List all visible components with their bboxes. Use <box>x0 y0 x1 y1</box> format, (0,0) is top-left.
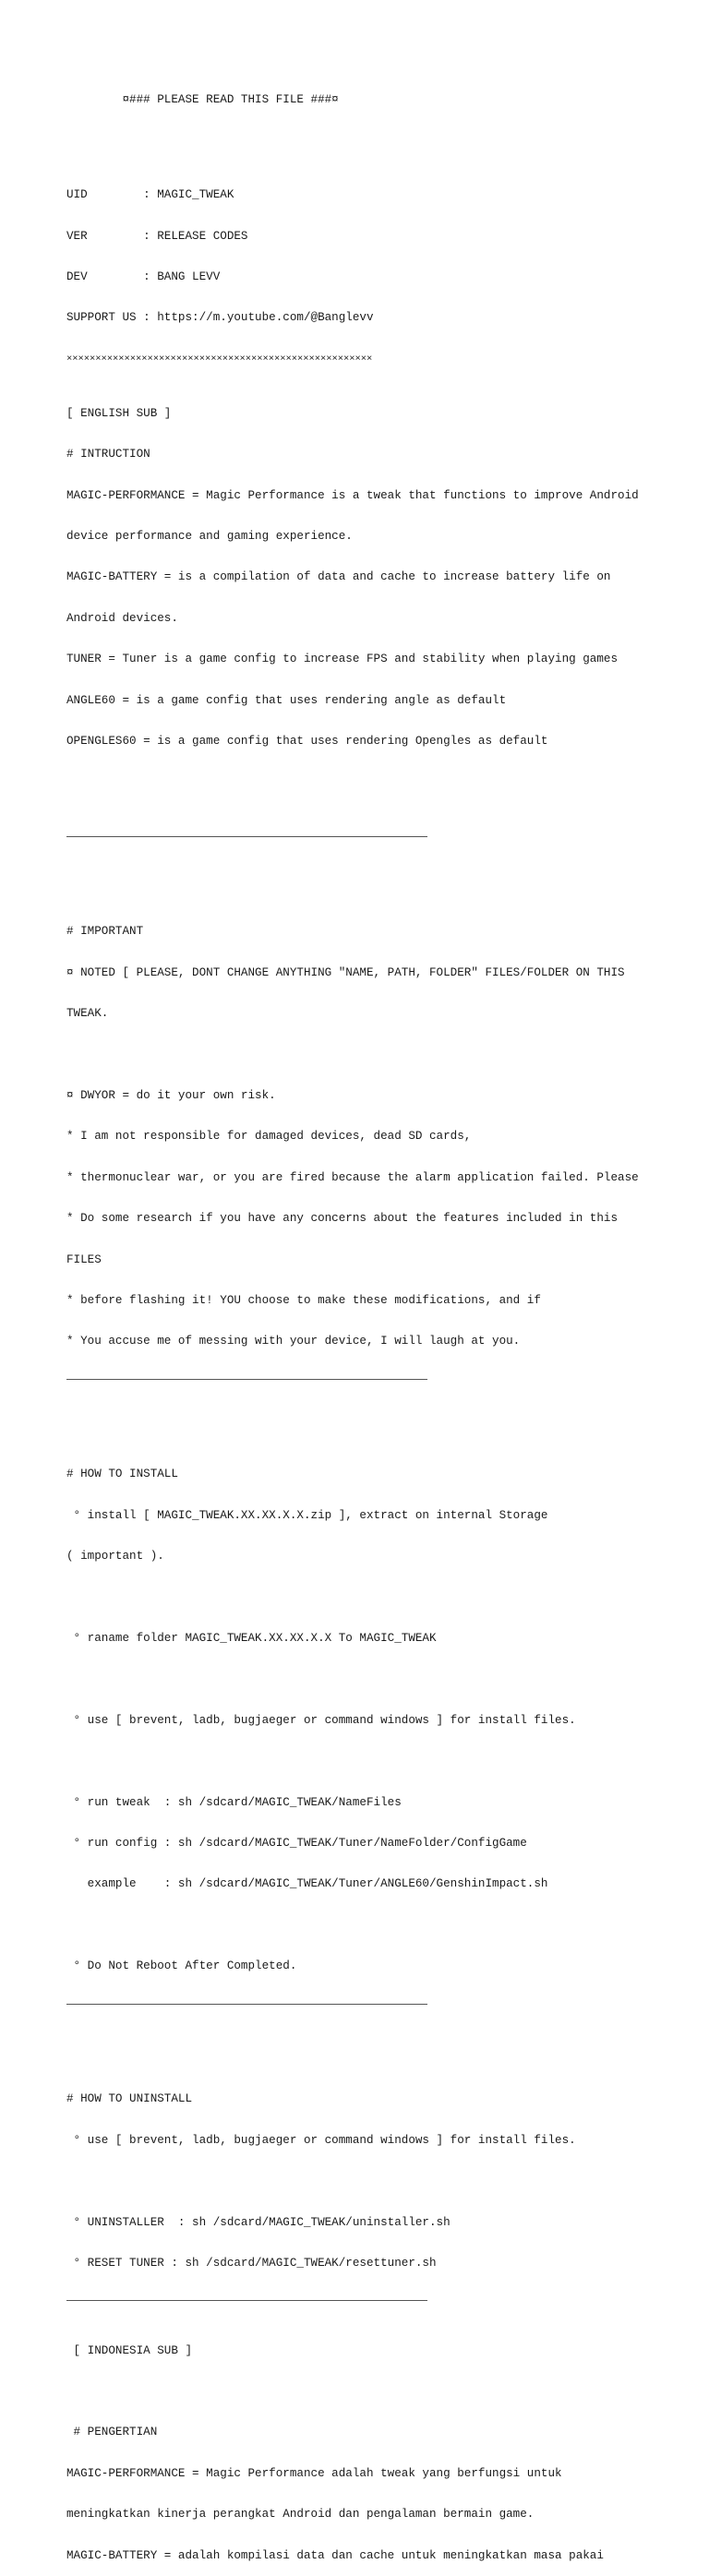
indonesia-line: meningkatkan kinerja perangkat Android dan pengalaman bermain game. <box>66 2508 535 2522</box>
meta-uid: UID : MAGIC_TWEAK <box>66 188 234 202</box>
uninstall-command: ° UNINSTALLER : sh /sdcard/MAGIC_TWEAK/uninstaller.sh <box>66 2215 451 2229</box>
indonesia-sub-title: [ INDONESIA SUB ] <box>66 2343 193 2357</box>
spacer <box>66 1591 676 1605</box>
meta-support-link: SUPPORT US : https://m.youtube.com/@Banglevv <box>66 311 374 325</box>
document-header: ¤### PLEASE READ THIS FILE ###¤ <box>66 92 339 106</box>
document-body <box>66 66 676 2576</box>
install-command: ° run tweak : sh /sdcard/MAGIC_TWEAK/NameFiles <box>66 1795 402 1809</box>
instruction-line: TUNER = Tuner is a game config to increase FPS and stability when playing games <box>66 653 619 666</box>
section-divider <box>66 836 427 837</box>
spacer <box>66 1048 676 1062</box>
spacer <box>66 2038 676 2052</box>
disclaimer-line: * I am not responsible for damaged devices, dead SD cards, <box>66 1130 472 1144</box>
uninstall-step: ° use [ brevent, ladb, bugjaeger or command windows ] for install files. <box>66 2133 576 2147</box>
spacer <box>66 870 676 884</box>
x-separator: ××××××××××××××××××××××××××××××××××××××××××××××××××××× <box>66 353 373 365</box>
indonesia-line: MAGIC-PERFORMANCE = Magic Performance adalah tweak yang berfungsi untuk <box>66 2466 562 2480</box>
spacer <box>66 2175 676 2188</box>
section-divider <box>66 2300 427 2301</box>
meta-version: VER : RELEASE CODES <box>66 229 248 243</box>
uninstall-command: ° RESET TUNER : sh /sdcard/MAGIC_TWEAK/resettuner.sh <box>66 2256 437 2270</box>
section-divider <box>66 1379 427 1380</box>
install-step: ( important ). <box>66 1550 164 1564</box>
spacer <box>66 2385 676 2399</box>
spacer <box>66 1672 676 1686</box>
install-step: ° use [ brevent, ladb, bugjaeger or command windows ] for install files. <box>66 1713 576 1727</box>
instruction-line: device performance and gaming experience. <box>66 530 353 544</box>
dwyor-line: ¤ DWYOR = do it your own risk. <box>66 1088 276 1102</box>
spacer <box>66 1919 676 1933</box>
english-sub-title: [ ENGLISH SUB ] <box>66 406 172 420</box>
uninstall-heading: # HOW TO UNINSTALL <box>66 2092 193 2106</box>
install-step: ° install [ MAGIC_TWEAK.XX.XX.X.X.zip ], extract on internal Storage <box>66 1508 548 1522</box>
meta-developer: DEV : BANG LEVV <box>66 270 221 283</box>
disclaimer-line: * You accuse me of messing with your device, I will laugh at you. <box>66 1335 521 1348</box>
spacer <box>66 1413 676 1427</box>
spacer <box>66 789 676 803</box>
install-command: example : sh /sdcard/MAGIC_TWEAK/Tuner/ANGLE60/GenshinImpact.sh <box>66 1877 548 1891</box>
noted-line: ¤ NOTED [ PLEASE, DONT CHANGE ANYTHING "NAME, PATH, FOLDER" FILES/FOLDER ON THIS <box>66 965 625 979</box>
disclaimer-line: * Do some research if you have any concerns about the features included in this <box>66 1212 619 1226</box>
disclaimer-line: FILES <box>66 1252 102 1266</box>
install-heading: # HOW TO INSTALL <box>66 1468 178 1481</box>
indonesia-line: MAGIC-BATTERY = adalah kompilasi data dan cache untuk meningkatkan masa pakai <box>66 2548 604 2562</box>
instruction-line: OPENGLES60 = is a game config that uses rendering Opengles as default <box>66 735 548 749</box>
instruction-line: Android devices. <box>66 611 178 625</box>
install-step: ° Do Not Reboot After Completed. <box>66 1959 297 1973</box>
install-command: ° run config : sh /sdcard/MAGIC_TWEAK/Tuner/NameFolder/ConfigGame <box>66 1837 527 1850</box>
instruction-heading: # INTRUCTION <box>66 448 150 461</box>
important-heading: # IMPORTANT <box>66 925 144 939</box>
disclaimer-line: * thermonuclear war, or you are fired because the alarm application failed. Please <box>66 1170 639 1184</box>
section-divider <box>66 2004 427 2005</box>
spacer <box>66 1755 676 1768</box>
instruction-line: MAGIC-BATTERY = is a compilation of data and cache to increase battery life on <box>66 570 611 584</box>
spacer <box>66 134 676 148</box>
disclaimer-line: * before flashing it! YOU choose to make these modifications, and if <box>66 1293 541 1307</box>
noted-line: TWEAK. <box>66 1007 109 1021</box>
instruction-line: ANGLE60 = is a game config that uses rendering angle as default <box>66 693 507 707</box>
install-step: ° raname folder MAGIC_TWEAK.XX.XX.X.X To MAGIC_TWEAK <box>66 1632 437 1646</box>
instruction-line: MAGIC-PERFORMANCE = Magic Performance is a tweak that functions to improve Android <box>66 488 639 502</box>
pengertian-heading: # PENGERTIAN <box>66 2426 158 2439</box>
